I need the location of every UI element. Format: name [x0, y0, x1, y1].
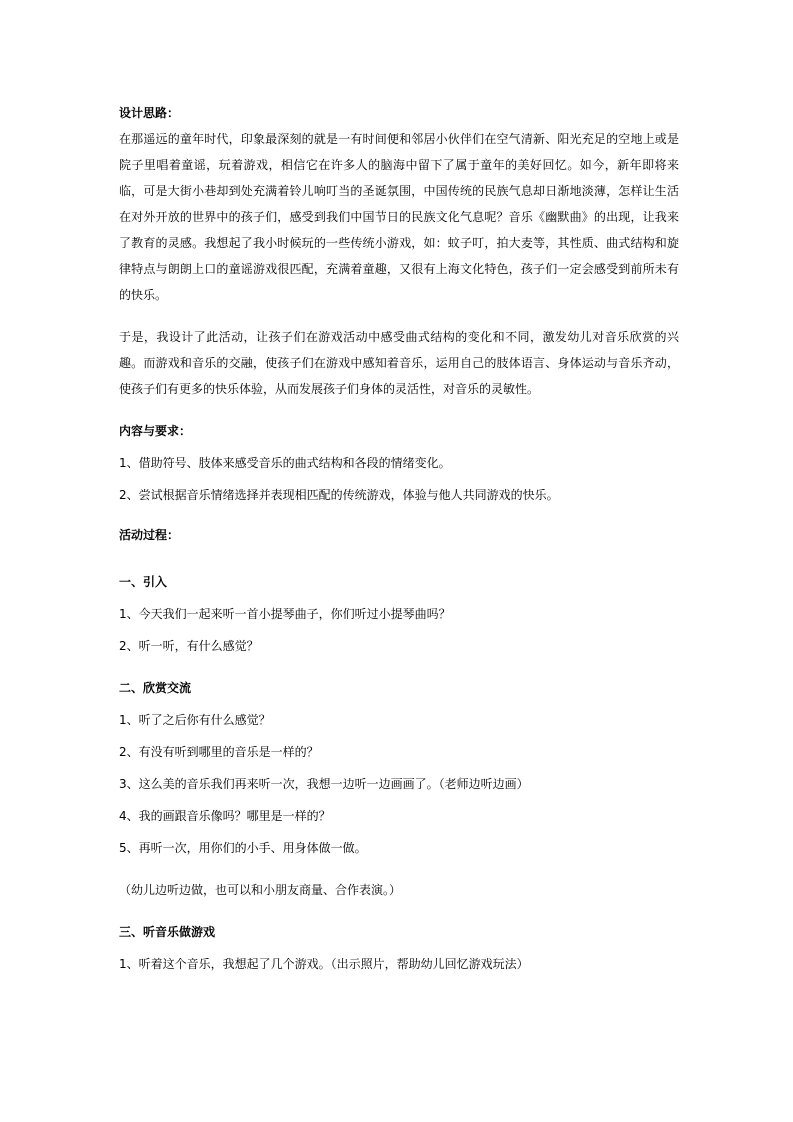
design-heading: 设计思路：	[119, 106, 180, 120]
intro-heading: 一、引入	[119, 575, 168, 589]
appreciate-item: 1、听了之后你有什么感觉？	[119, 713, 271, 727]
design-paragraph-1: 在那遥远的童年时代，印象最深刻的就是一有时间便和邻居小伙伴们在空气清新、阳光充足的空地上或是院子里唱着童谣，玩着游戏，相信它在许多人的脑海中留下了属于童年的美好回忆。如今，新年即将来临，可是大街小巷却到处充满着铃儿响叮当的圣诞氛围，中国传统的民族气息却日渐地淡薄，怎样让生活在对外开放的世界中的孩子们，感受到我们中国节日的民族文化气息呢？音乐《幽默曲》的出现，让我来了教育的灵感。我想起了我小时候玩的一些传统小游戏，如：蚊子叮，拍大麦等，其性质、曲式结构和旋律特点与朗朗上口的童谣游戏很匹配，充满着童趣，又很有上海文化特色，孩子们一定会感受到前所未有的快乐。	[119, 132, 679, 302]
requirement-item: 1、借助符号、肢体来感受音乐的曲式结构和各段的情绪变化。	[119, 456, 451, 470]
design-paragraph-2: 于是，我设计了此活动，让孩子们在游戏活动中感受曲式结构的变化和不同，激发幼儿对音乐欣赏的兴趣。而游戏和音乐的交融，使孩子们在游戏中感知着音乐，运用自己的肢体语言、身体运动与音乐齐动，使孩子们有更多的快乐体验，从而发展孩子们身体的灵活性，对音乐的灵敏性。	[119, 330, 679, 396]
intro-item: 1、今天我们一起来听一首小提琴曲子，你们听过小提琴曲吗？	[119, 607, 451, 621]
intro-item: 2、听一听，有什么感觉？	[119, 639, 259, 653]
requirement-item: 2、尝试根据音乐情绪选择并表现相匹配的传统游戏，体验与他人共同游戏的快乐。	[119, 488, 559, 502]
appreciate-item: 2、有没有听到哪里的音乐是一样的？	[119, 745, 319, 759]
appreciate-note: （幼儿边听边做，也可以和小朋友商量、合作表演。）	[119, 883, 402, 897]
requirements-heading: 内容与要求：	[119, 424, 192, 438]
appreciate-item: 3、这么美的音乐我们再来听一次，我想一边听一边画画了。（老师边听边画）	[119, 777, 529, 791]
game-item: 1、听着这个音乐，我想起了几个游戏。（出示照片，帮助幼儿回忆游戏玩法）	[119, 957, 529, 971]
appreciate-item: 4、我的画跟音乐像吗？哪里是一样的？	[119, 809, 331, 823]
appreciate-item: 5、再听一次，用你们的小手、用身体做一做。	[119, 841, 367, 855]
appreciate-heading: 二、欣赏交流	[119, 681, 192, 695]
document-body	[119, 100, 679, 977]
game-heading: 三、听音乐做游戏	[119, 925, 216, 939]
process-heading: 活动过程：	[119, 528, 180, 542]
